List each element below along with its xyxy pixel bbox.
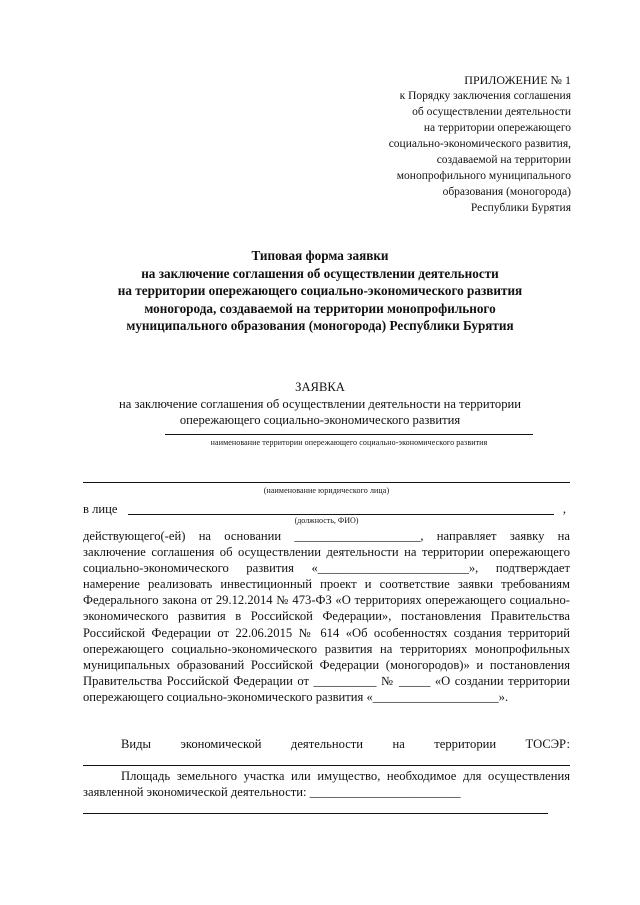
appendix-header [311,72,571,216]
legal-entity-caption: (наименование юридического лица) [263,486,390,495]
representative-line [128,514,554,515]
appendix-line: создаваемой на территории [436,154,571,166]
application-subtitle-line: на заключение соглашения об осуществлении деятельности на территории [119,396,521,411]
position-caption: (должность, ФИО) [294,516,359,525]
appendix-title: ПРИЛОЖЕНИЕ № 1 [464,73,571,87]
appendix-line: монопрофильного муниципального [396,170,571,182]
representative-comma: , [562,502,566,516]
application-heading: ЗАЯВКА [295,380,345,394]
appendix-line: на территории опережающего [423,122,571,134]
appendix-line: об осуществлении деятельности [412,106,571,118]
activities-label: Виды экономической деятельности на территории ТОСЭР: [121,737,570,751]
appendix-line: социально-экономического развития, [388,138,571,150]
appendix-line: Республики Бурятия [470,202,571,214]
activities-line [83,765,570,766]
appendix-line: к Порядку заключения соглашения [399,90,571,102]
territory-name-line [165,433,533,435]
territory-name-field [165,433,533,447]
land-area-text: Площадь земельного участка или имущество, необходимое для осуществления заявленной экономической деятельности: ________________________ [83,769,570,799]
territory-name-caption: наименование территории опережающего социально-экономического развития [210,438,488,447]
representative-label: в лице [83,502,118,516]
form-title-line: муниципального образования (моногорода) Республики Бурятия [126,318,514,333]
appendix-line: образования (моногорода) [442,186,571,198]
application-heading-block [60,379,580,429]
land-area-line [83,813,548,814]
form-title-line: на заключение соглашения об осуществлении деятельности [141,265,499,281]
form-title-line: на территории опережающего социально-экономического развития [117,283,523,298]
form-title [60,247,580,335]
form-title-line: Типовая форма заявки [251,248,389,263]
form-title-line: моногорода, создаваемой на территории монопрофильного [144,300,496,316]
legal-entity-field [83,481,570,495]
application-subtitle-line: опережающего социально-экономического развития [179,413,461,427]
application-body-text: действующего(-ей) на основании ____________________, направляет заявку на заключение соглашения об осуществлении деятельности на территории опережающего социально-экономического развития «________________________», подтверждает намерение реализовать инвестиционный проект и соответствие заявки требованиям Федерального закона от 29.12.2014 № 473-ФЗ «О территориях опережающего социально-экономического развития в Российской Федерации», постановления Правительства Российской Федерации от 22.06.2015 № 614 «Об особенностях создания территорий опережающего социально-экономического развития на территориях монопрофильных муниципальных образований Российской Федерации (моногородов)» и постановления Правительства Российской Федерации от __________ № _____ «О создании территории опережающего социально-экономического развития «____________________». [83,529,570,704]
legal-entity-line [83,481,570,483]
